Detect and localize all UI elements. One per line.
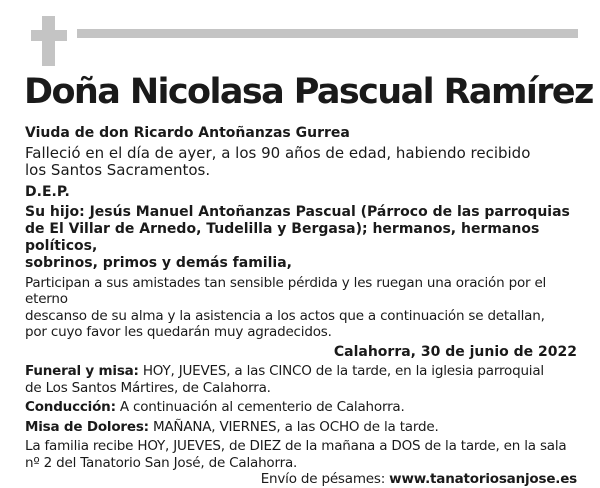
condolences-line [25, 471, 577, 488]
participation-line: descanso de su alma y la asistencia a los actos que a continuación se detallan, [25, 307, 545, 324]
deceased-name: Doña Nicolasa Pascual Ramírez [24, 72, 593, 112]
death-notice-line: los Santos Sacramentos. [25, 161, 211, 179]
conduction-text: A continuación al cementerio de Calahorra. [115, 399, 405, 416]
participation-line: por cuyo favor les quedarán muy agradecidos. [25, 323, 332, 340]
death-notice-line: Falleció en el día de ayer, a los 90 años de edad, habiendo recibido [25, 144, 531, 162]
reception-section [25, 438, 577, 471]
widow-line: Viuda de don Ricardo Antoñanzas Gurrea [25, 125, 350, 141]
family-line: de El Villar de Arnedo, Tudelilla y Bergasa); hermanos, hermanos políticos, [25, 221, 540, 254]
death-notice [25, 145, 577, 179]
mass-text: MAÑANA, VIERNES, a las OCHO de la tarde. [148, 418, 439, 435]
conduction-section [25, 399, 577, 416]
reception-line: nº 2 del Tanatorio San José, de Calahorra. [25, 454, 298, 471]
header-rule [77, 29, 578, 38]
dep-line: D.E.P. [25, 184, 70, 200]
participation-line: Participan a sus amistades tan sensible pérdida y les ruegan una oración por el eterno [25, 275, 547, 308]
cross-icon [31, 16, 67, 66]
notice-body [25, 124, 577, 488]
family-list [25, 204, 577, 272]
condolences-label: Envío de pésames: [260, 471, 390, 488]
place-date: Calahorra, 30 de junio de 2022 [333, 344, 577, 361]
funeral-text: HOY, JUEVES, a las CINCO de la tarde, en la iglesia parroquial [138, 363, 544, 380]
funeral-section [25, 363, 577, 396]
participation-text [25, 275, 577, 340]
family-line: Su hijo: Jesús Manuel Antoñanzas Pascual (Párroco de las parroquias [25, 204, 570, 220]
mass-label: Misa de Dolores: [25, 418, 149, 435]
conduction-label: Conducción: [25, 399, 116, 416]
condolences-link[interactable]: www.tanatoriosanjose.es [389, 471, 577, 488]
funeral-label: Funeral y misa: [25, 363, 139, 380]
reception-line: La familia recibe HOY, JUEVES, de DIEZ de la mañana a DOS de la tarde, en la sala [25, 438, 567, 455]
family-line: sobrinos, primos y demás familia, [25, 255, 292, 271]
funeral-text-line2: de Los Santos Mártires, de Calahorra. [25, 379, 271, 396]
mass-section [25, 419, 577, 436]
